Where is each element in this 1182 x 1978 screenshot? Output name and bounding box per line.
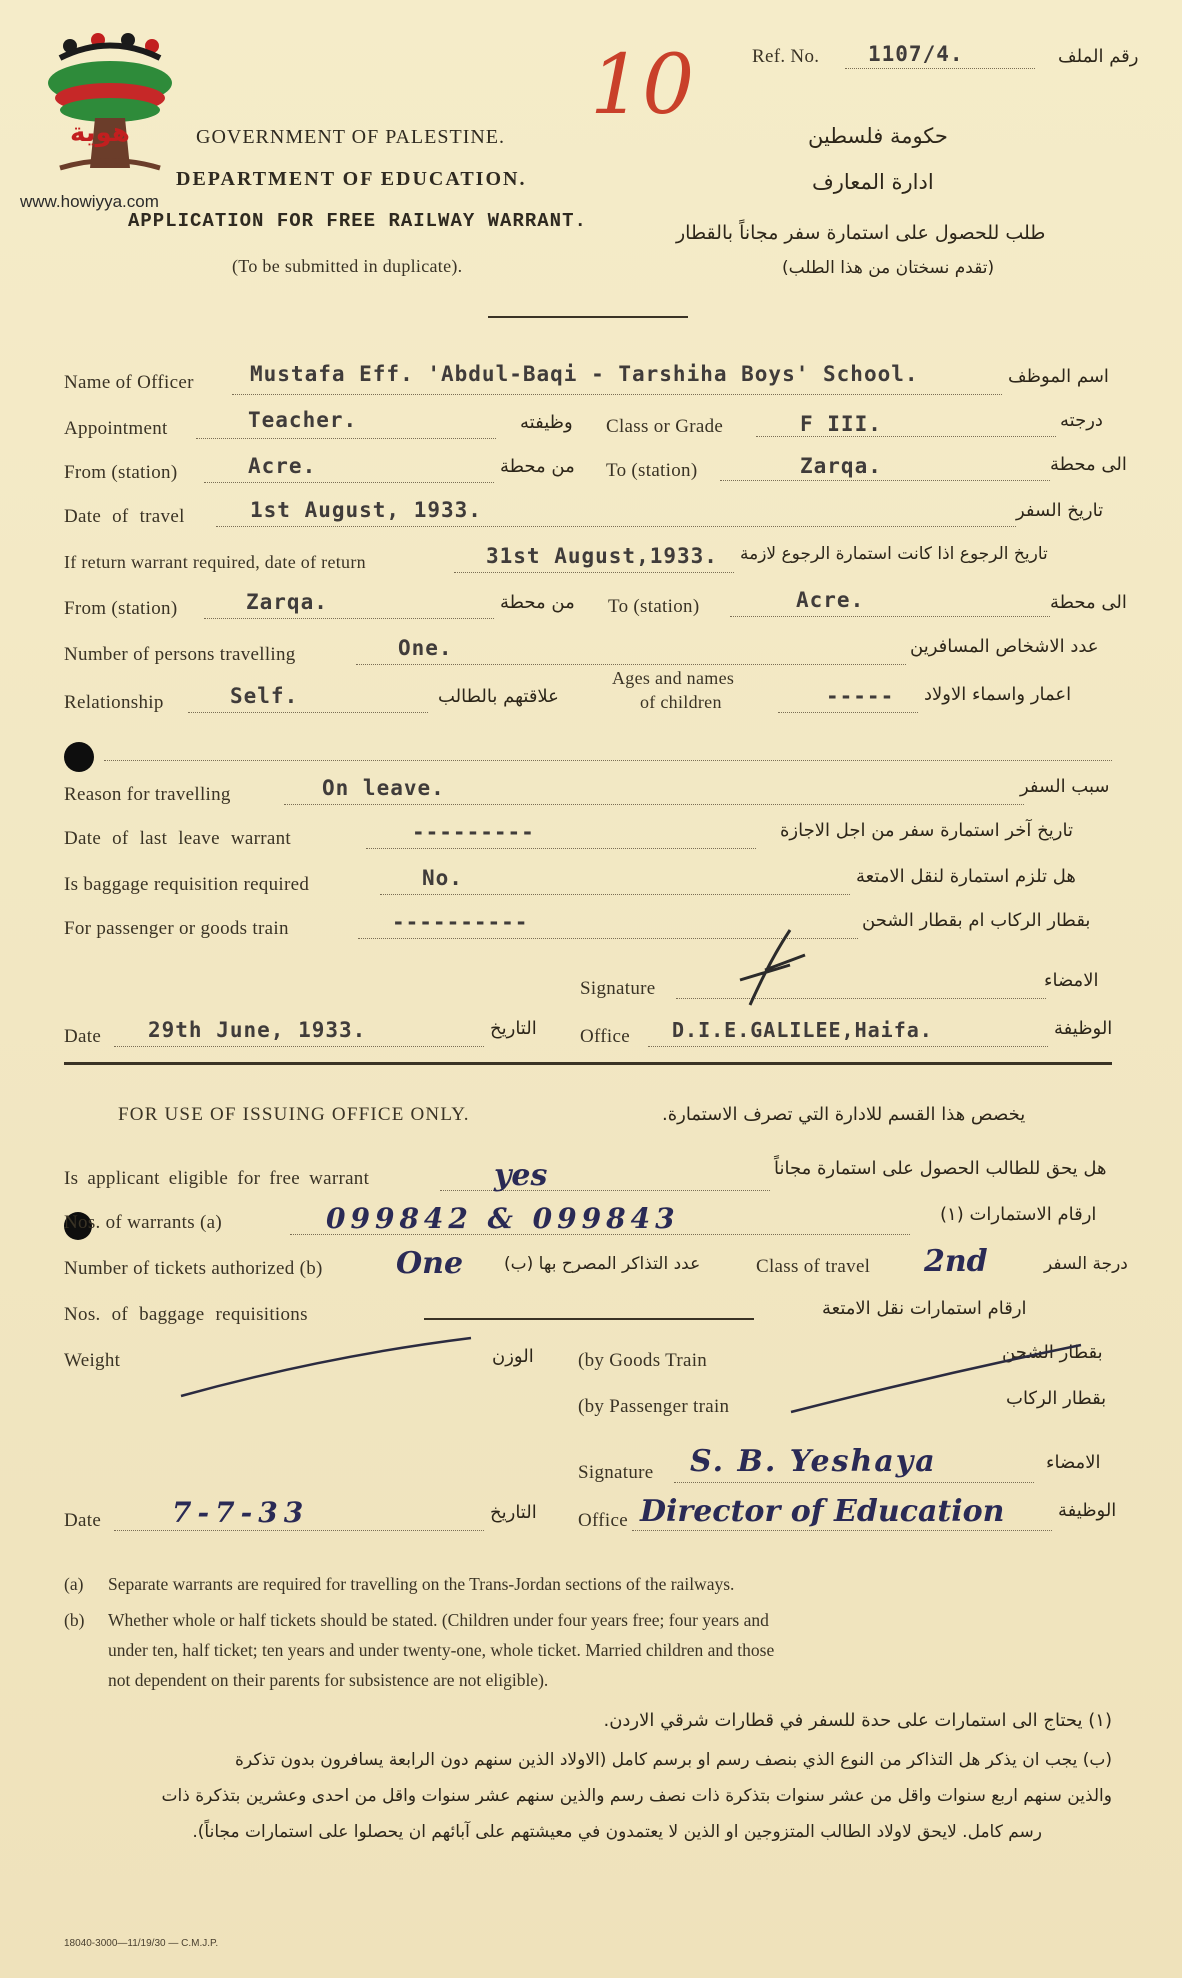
relationship-label: Relationship	[64, 692, 164, 713]
application-office-value: D.I.E.GALILEE,Haifa.	[672, 1018, 933, 1042]
class-of-travel-label-ar: درجة السفر	[1044, 1254, 1128, 1274]
warrants-value: 099842 & 099843	[326, 1202, 680, 1235]
return-date-label: If return warrant required, date of return	[64, 552, 366, 572]
last-leave-label: Date of last leave warrant	[64, 828, 291, 849]
from-station-label: From (station)	[64, 462, 178, 483]
weight-label: Weight	[64, 1350, 121, 1371]
tickets-value: One	[396, 1246, 464, 1281]
passenger-train-label-ar: بقطار الركاب	[1006, 1388, 1107, 1409]
eligible-label-ar: هل يحق للطالب الحصول على استمارة مجاناً	[774, 1158, 1107, 1179]
appointment-label-ar: وظيفته	[520, 412, 573, 433]
goods-train-label: (by Goods Train	[578, 1350, 708, 1371]
to-station-value: Zarqa.	[800, 454, 882, 478]
children-label-line2: of children	[640, 692, 722, 712]
issuer-signature-value: S. B. Yeshaya	[690, 1444, 937, 1479]
last-leave-label-ar: تاريخ آخر استمارة سفر من اجل الاجازة	[780, 820, 1073, 841]
application-date-label-ar: التاريخ	[490, 1018, 537, 1039]
return-from-station-label: From (station)	[64, 598, 178, 619]
weight-label-ar: الوزن	[492, 1346, 534, 1367]
to-station-label-ar: الى محطة	[1050, 454, 1127, 475]
travel-date-value: 1st August, 1933.	[250, 498, 482, 522]
officer-name-label-ar: اسم الموظف	[1008, 366, 1109, 387]
children-label-ar: اعمار واسماء الاولاد	[924, 684, 1072, 705]
baggage-label: Is baggage requisition required	[64, 874, 310, 895]
issuer-date-label-ar: التاريخ	[490, 1502, 537, 1523]
note-b-line3: not dependent on their parents for subsistence are not eligible).	[108, 1670, 549, 1690]
handwritten-file-number: 10	[590, 38, 695, 133]
department-title-ar: ادارة المعارف	[812, 170, 934, 194]
note-b-line1: Whether whole or half tickets should be stated. (Children under four years free; four years and	[108, 1610, 769, 1630]
application-title: APPLICATION FOR FREE RAILWAY WARRANT.	[128, 210, 587, 232]
applicant-signature-label-ar: الامضاء	[1044, 970, 1099, 991]
applicant-signature-label: Signature	[580, 978, 656, 999]
to-station-label: To (station)	[606, 460, 698, 481]
goods-train-label-ar: بقطار الشحن	[1002, 1342, 1103, 1363]
department-title: DEPARTMENT OF EDUCATION.	[176, 168, 527, 190]
return-from-station-value: Zarqa.	[246, 590, 328, 614]
note-b-line2: under ten, half ticket; ten years and under twenty-one, whole ticket. Married children and those	[108, 1640, 775, 1660]
warrants-label: Nos. of warrants (a)	[64, 1212, 222, 1233]
note-ar-1: (١) يحتاج الى استمارات على حدة للسفر في قطارات شرقي الاردن.	[603, 1710, 1112, 1731]
duplicate-note: (To be submitted in duplicate).	[232, 256, 463, 276]
from-station-value: Acre.	[248, 454, 317, 478]
appointment-value: Teacher.	[248, 408, 358, 432]
eligible-label: Is applicant eligible for free warrant	[64, 1168, 370, 1189]
duplicate-note-ar: (تقدم نسختان من هذا الطلب)	[782, 258, 995, 278]
reason-label-ar: سبب السفر	[1020, 776, 1110, 797]
application-date-label: Date	[64, 1026, 102, 1047]
ref-no-label-ar: رقم الملف	[1058, 46, 1139, 67]
return-to-station-label: To (station)	[608, 596, 700, 617]
train-type-label-ar: بقطار الركاب ام بقطار الشحن	[862, 910, 1091, 931]
punch-hole	[64, 742, 94, 772]
class-of-travel-label: Class of travel	[756, 1256, 871, 1277]
from-station-label-ar: من محطة	[500, 456, 575, 477]
applicant-signature-mark	[730, 920, 810, 1010]
grade-label: Class or Grade	[606, 416, 724, 437]
government-title: GOVERNMENT OF PALESTINE.	[196, 126, 506, 148]
tree-logo-icon	[40, 28, 180, 188]
print-code: 18040-3000—11/19/30 — C.M.J.P.	[64, 1938, 219, 1949]
baggage-value: No.	[422, 866, 463, 890]
note-b-marker: (b)	[64, 1610, 85, 1630]
reason-label: Reason for travelling	[64, 784, 231, 805]
issuer-office-label-ar: الوظيفة	[1058, 1500, 1117, 1521]
travel-date-label: Date of travel	[64, 506, 185, 527]
note-a-text: Separate warrants are required for travelling on the Trans-Jordan sections of the railways.	[108, 1574, 735, 1594]
application-office-label: Office	[580, 1026, 630, 1047]
class-of-travel-value: 2nd	[924, 1244, 988, 1279]
officer-name-label: Name of Officer	[64, 372, 194, 393]
government-title-ar: حكومة فلسطين	[808, 124, 948, 148]
weight-strike-line	[176, 1326, 476, 1406]
baggage-requisitions-label: Nos. of baggage requisitions	[64, 1304, 308, 1325]
grade-label-ar: درجته	[1060, 410, 1103, 431]
reason-value: On leave.	[322, 776, 445, 800]
application-office-label-ar: الوظيفة	[1054, 1018, 1113, 1039]
issuer-office-value: Director of Education	[640, 1494, 1005, 1529]
issuing-office-title-ar: يخصص هذا القسم للادارة التي تصرف الاستمارة.	[662, 1104, 1026, 1125]
application-title-ar: طلب للحصول على استمارة سفر مجاناً بالقطار	[676, 222, 1046, 244]
persons-label-ar: عدد الاشخاص المسافرين	[910, 636, 1099, 657]
officer-name-value: Mustafa Eff. 'Abdul-Baqi - Tarshiha Boys' School.	[250, 362, 919, 386]
persons-value: One.	[398, 636, 453, 660]
issuing-office-title: FOR USE OF ISSUING OFFICE ONLY.	[118, 1104, 470, 1125]
issuer-date-value: 7-7-33	[172, 1496, 310, 1529]
note-ar-2b: والذين سنهم اربع سنوات واقل من عشر سنوات بتذكرة ذات نصف رسم والذين سنهم عشر سنوات واقل من احدى وعشرين بتذكرة ذات	[161, 1786, 1112, 1806]
persons-label: Number of persons travelling	[64, 644, 296, 665]
issuer-signature-label-ar: الامضاء	[1046, 1452, 1101, 1473]
note-ar-2a: (ب) يجب ان يذكر هل التذاكر من النوع الذي بنصف رسم او برسم كامل (الاولاد الذين سنهم دون الرابعة يسافرون بدون تذكرة	[235, 1750, 1112, 1770]
logo-site-url: www.howiyya.com	[20, 192, 159, 211]
issuer-office-label: Office	[578, 1510, 628, 1531]
relationship-value: Self.	[230, 684, 299, 708]
return-to-station-label-ar: الى محطة	[1050, 592, 1127, 613]
return-to-station-value: Acre.	[796, 588, 865, 612]
children-label-line1: Ages and names	[612, 668, 735, 688]
travel-date-label-ar: تاريخ السفر	[1016, 500, 1104, 521]
howiyya-logo	[40, 28, 180, 188]
return-date-value: 31st August,1933.	[486, 544, 718, 568]
note-a-marker: (a)	[64, 1574, 84, 1594]
issuer-signature-label: Signature	[578, 1462, 654, 1483]
tickets-label-ar: عدد التذاكر المصرح بها (ب)	[504, 1254, 701, 1274]
baggage-requisitions-label-ar: ارقام استمارات نقل الامتعة	[822, 1298, 1027, 1319]
last-leave-value: ---------	[412, 820, 535, 844]
ref-no-label: Ref. No.	[752, 46, 820, 67]
relationship-label-ar: علاقتهم بالطالب	[438, 686, 559, 707]
passenger-train-label: (by Passenger train	[578, 1396, 730, 1417]
grade-value: F III.	[800, 412, 882, 436]
children-value: -----	[826, 684, 895, 708]
note-ar-2c: رسم كامل. لايحق لاولاد الطالب المتزوجين او الذين لا يعتمدون في معيشتهم على آبائهم ان يحصلوا على استمارات مجاناً).	[192, 1822, 1042, 1842]
application-date-value: 29th June, 1933.	[148, 1018, 367, 1042]
logo-brand-text: هوية	[70, 118, 130, 148]
return-date-label-ar: تاريخ الرجوع اذا كانت استمارة الرجوع لازمة	[740, 544, 1048, 564]
train-type-value: ----------	[392, 910, 529, 934]
tickets-label: Number of tickets authorized (b)	[64, 1258, 323, 1279]
baggage-label-ar: هل تلزم استمارة لنقل الامتعة	[856, 866, 1076, 887]
return-from-station-label-ar: من محطة	[500, 592, 575, 613]
ref-no-value: 1107/4.	[868, 42, 964, 66]
train-type-label: For passenger or goods train	[64, 918, 289, 939]
appointment-label: Appointment	[64, 418, 168, 439]
issuer-date-label: Date	[64, 1510, 102, 1531]
eligible-value: yes	[494, 1158, 548, 1193]
warrants-label-ar: ارقام الاستمارات (١)	[940, 1204, 1097, 1225]
